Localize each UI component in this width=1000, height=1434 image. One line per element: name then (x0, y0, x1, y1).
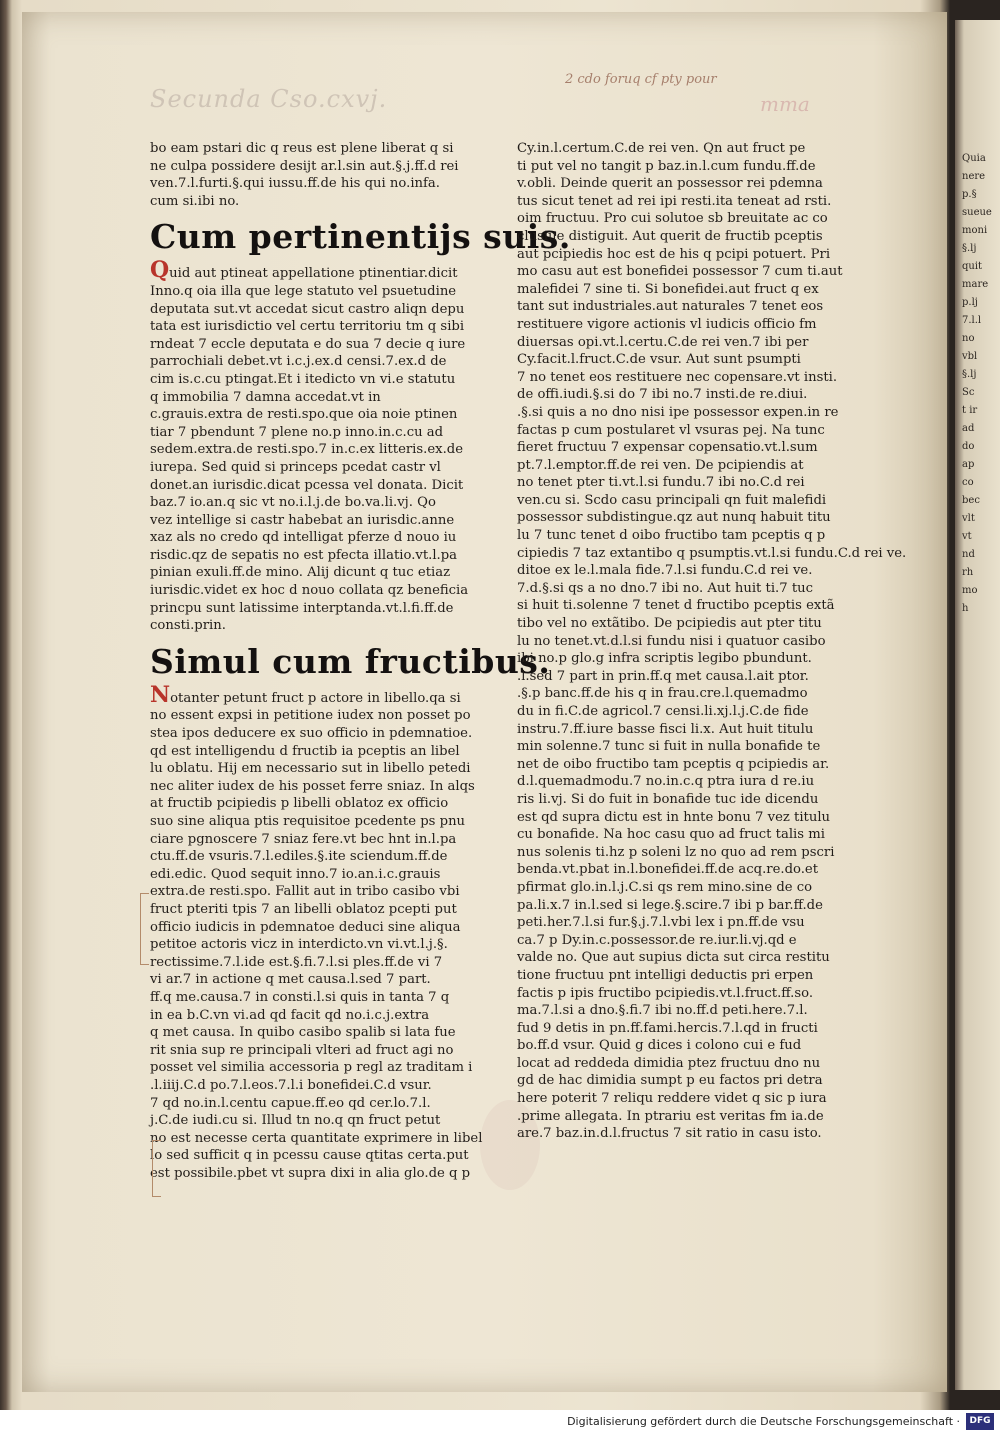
text-line: nus solenis ti.hz p soleni lz no quo ad rem pscri (517, 844, 835, 860)
facing-line: rh (962, 567, 974, 578)
text-line: ma.7.l.si a dno.§.fi.7 ibi no.ff.d peti.here.7.l. (517, 1003, 808, 1019)
text-line: Cy.facit.l.fruct.C.de vsur. Aut sunt psumpti (517, 352, 801, 368)
text-line: lu no tenet.vt.d.l.si fundu nisi i quatuor casibo (517, 633, 826, 649)
text-line: d.l.quemadmodu.7 no.in.c.q ptra iura d re.iu (517, 774, 815, 790)
facing-line: t ir (962, 405, 978, 416)
section-heading-1: Cum pertinentijs suis. (150, 217, 571, 257)
facing-line: nd (962, 549, 975, 560)
facing-line: sueue (962, 207, 992, 218)
text-line: .l.sed 7 part in prin.ff.q met causa.l.ait ptor. (517, 668, 809, 684)
facing-line: §.lj (962, 243, 977, 254)
text-line: at fructib pcipiedis p libelli oblatoz ex officio (150, 796, 449, 812)
text-line: vi ar.7 in actione q met causa.l.sed 7 part. (150, 972, 431, 988)
text-line: possessor subdistingue.qz aut nunq habuit titu (517, 510, 831, 526)
text-line: donet.an iurisdic.dicat pcessa vel donata. Dicit (150, 477, 464, 493)
facing-line: co (962, 477, 974, 488)
text-line: pfirmat glo.in.l.j.C.si qs rem mino.sine de co (517, 879, 813, 895)
text-line: est qd supra dictu est in hnte bonu 7 vez titulu (517, 809, 831, 825)
text-line: du in fi.C.de agricol.7 censi.li.xj.l.j.C.de fide (517, 704, 809, 719)
text-line: xaz als no credo qd intelligat pferze d nouo iu (150, 530, 457, 546)
text-line: Notanter petunt fruct p actore in libello.qa si (150, 681, 461, 708)
facing-line: h (962, 603, 969, 614)
facing-line: ap (962, 459, 975, 470)
text-line: no essent expsi in petitione iudex non posset po (150, 708, 471, 724)
text-line: ris li.vj. Si do fuit in bonafide tuc ide dicendu (517, 791, 819, 807)
text-line: .prime allegata. In ptrariu est veritas fm ia.de (517, 1108, 824, 1124)
text-line: locat ad reddeda dimidia ptez fructuu dno nu (517, 1055, 821, 1071)
facing-line: vlt (962, 513, 975, 524)
text-line: extra.de resti.spo. Fallit aut in tribo casibo vbi (150, 884, 460, 900)
text-line: iurisdic.videt ex hoc d nouo collata qz beneficia (150, 583, 469, 599)
margin-bracket (152, 1140, 161, 1197)
facing-line: Sc (962, 387, 975, 398)
text-line: malefidei 7 sine ti. Si bonefidei.aut fruct q ex (517, 281, 819, 297)
running-title: Secunda Cso.cxvj. (150, 85, 388, 113)
left-column-paragraph-2 (150, 681, 495, 1183)
text-line: suo sine aliqua ptis requisitoe pcedente ps pnu (150, 814, 466, 829)
text-line: peti.her.7.l.si fur.§.j.7.l.vbi lex i pn.ff.de vsu (517, 915, 805, 931)
text-line: valde no. Que aut supius dicta sut circa restitu (517, 950, 830, 966)
text-line: ditoe ex le.l.mala fide.7.l.si fundu.C.d rei ve. (517, 563, 813, 579)
facing-line: Quia (962, 153, 986, 164)
text-line: est possibile.pbet vt supra dixi in alia glo.de q p (150, 1165, 471, 1181)
facing-line: bec (962, 495, 980, 506)
text-line: edi.edic. Quod sequit inno.7 io.an.i.c.grauis (150, 866, 441, 882)
folio-number: mma (760, 92, 810, 116)
text-line: 7 qd no.in.l.centu capue.ff.eo qd cer.lo.7.l. (150, 1095, 431, 1111)
footer-bar (0, 1410, 1000, 1434)
text-line: ciare pgnoscere 7 sniaz fere.vt bec hnt in.l.pa (150, 831, 457, 847)
text-line: net de oibo fructibo tam pceptis q pcipiedis ar. (517, 756, 830, 772)
text-line: pt.7.l.emptor.ff.de rei ven. De pcipiendis at (517, 457, 804, 473)
text-line: no est necesse certa quantitate exprimere in libel (150, 1130, 483, 1146)
facing-line: nere (962, 171, 986, 182)
text-line: fruct pteriti tpis 7 an libelli oblatoz pcepti put (150, 901, 457, 917)
facing-line: p.lj (962, 297, 978, 308)
facing-line: §.lj (962, 369, 977, 380)
text-line: risdic.qz de sepatis no est pfecta illatio.vt.l.pa (150, 547, 458, 563)
text-line: lo sed sufficit q in pcessu cause qtitas certa.put (150, 1148, 469, 1164)
text-line: qd est intelligendu d fructib ia pceptis an libel (150, 743, 460, 759)
text-line: stea ipos deducere ex suo officio in pdemnatioe. (150, 726, 473, 742)
text-line: q immobilia 7 damna accedat.vt in (150, 389, 381, 405)
text-line: nec aliter iudex de his posset ferre sniaz. In alqs (150, 778, 475, 794)
text-line: rit snia sup re principali vlteri ad fruct agi no (150, 1042, 454, 1058)
text-line: no tenet pter ti.vt.l.si fundu.7 ibi no.C.d rei (517, 475, 805, 491)
text-line: ti put vel no tangit p baz.in.l.cum fundu.ff.de (517, 158, 816, 174)
text-line: iurepa. Sed quid si princeps pcedat castr vl (150, 459, 441, 475)
text-line: benda.vt.pbat in.l.bonefidei.ff.de acq.re.do.et (517, 862, 819, 878)
right-text-column (517, 140, 907, 1143)
text-line: cum si.ibi no. (150, 193, 240, 209)
text-line: .l.iiij.C.d po.7.l.eos.7.l.i bonefidei.C.d vsur. (150, 1077, 432, 1093)
text-line: petitoe actoris vicz in interdicto.vn vi.vt.l.j.§. (150, 937, 448, 953)
text-line: factas p cum postularet vl vsuras pej. Na tunc (517, 422, 825, 438)
right-column-text (517, 140, 907, 1143)
text-line: baz.7 io.an.q sic vt no.i.l.j.de bo.va.li.vj. Qo (150, 495, 436, 511)
text-line: bo eam pstari dic q reus est plene liberat q si (150, 141, 454, 156)
text-line: oim fructuu. Pro cui solutoe sb breuitate ac co (517, 211, 828, 227)
text-line: diuersas opi.vt.l.certu.C.de rei ven.7 ibi per (517, 334, 809, 350)
facing-line: mare (962, 279, 989, 290)
text-line: tibo vel no extãtibo. De pcipiedis aut pter titu (517, 616, 822, 632)
text-line: tant sut industriales.aut naturales 7 tenet eos (517, 299, 824, 315)
text-line: officio iudicis in pdemnatoe deduci sine aliqua (150, 919, 461, 935)
text-line: tione fructuu pnt intelligi deductis pri erpen (517, 967, 814, 983)
facing-line: vbl (962, 351, 978, 362)
text-line: 7 no tenet eos restituere nec copensare.vt insti. (517, 369, 838, 385)
text-line: de offi.iudi.§.si do 7 ibi no.7 insti.de re.diui. (517, 387, 808, 403)
text-line: parrochiali debet.vt i.c.j.ex.d censi.7.ex.d de (150, 354, 447, 370)
facing-line: mo (962, 585, 978, 596)
text-line: bo.ff.d vsur. Quid g dices i colono cui e fud (517, 1038, 802, 1054)
text-line: tata est iurisdictio vel certu territoriu tm q sibi (150, 319, 465, 335)
left-column-intro (150, 140, 495, 210)
handwritten-note: 2 cdo foruq cf pty pour (565, 72, 717, 87)
margin-bracket (140, 893, 149, 965)
text-line: instru.7.ff.iure basse fisci li.x. Aut huit titulu (517, 721, 814, 737)
facing-line: p.§ (962, 189, 977, 200)
text-line: 7.d.§.si qs a no dno.7 ibi no. Aut huit ti.7 tuc (517, 580, 814, 596)
text-line: cu bonafide. Na hoc casu quo ad fruct talis mi (517, 827, 825, 843)
text-line: lu oblatu. Hij em necessario sut in libello petedi (150, 761, 471, 777)
text-line: si huit ti.solenne 7 tenet d fructibo pceptis extã (517, 598, 835, 614)
text-line: c.grauis.extra de resti.spo.que oia noie ptinen (150, 407, 458, 423)
text-line: in ea b.C.vn vi.ad qd facit qd no.i.c.j.extra (150, 1007, 430, 1023)
text-line: clusiue distiguit. Aut querit de fructib pceptis (517, 228, 823, 244)
text-line: tus sicut tenet ad rei ipi resti.ita teneat ad rsti. (517, 193, 832, 209)
text-line: pinian exuli.ff.de mino. Alij dicunt q tuc etiaz (150, 565, 451, 581)
text-line: Quid aut ptineat appellatione ptinentiar.dicit (150, 257, 458, 284)
text-line: deputata sut.vt accedat sicut castro aliqn depu (150, 301, 465, 317)
facing-page-text (962, 150, 1000, 618)
text-line: lu 7 tunc tenet d oibo fructibo tam pceptis q p (517, 528, 826, 544)
left-text-column (150, 140, 571, 1182)
text-line: pa.li.x.7 in.l.sed si lege.§.scire.7 ibi p bar.ff.de (517, 897, 823, 913)
text-line: ven.7.l.furti.§.qui iussu.ff.de his qui no.infa. (150, 176, 440, 192)
facing-line: no (962, 333, 975, 344)
text-line: .§.p banc.ff.de his q in frau.cre.l.quemadmo (517, 686, 808, 702)
text-line: sedem.extra.de resti.spo.7 in.c.ex litteris.ex.de (150, 442, 464, 458)
facing-line: moni (962, 225, 988, 236)
section-heading-2: Simul cum fructibus. (150, 641, 551, 681)
text-line: rndeat 7 eccle deputata e do sua 7 decie q iure (150, 336, 466, 352)
text-line: gd de hac dimidia sumpt p eu factos pri detra (517, 1073, 823, 1089)
text-line: cim is.c.cu ptingat.Et i itedicto vn vi.e statutu (150, 371, 456, 387)
text-line: cipiedis 7 taz extantibo q psumptis.vt.l.si fundu.C.d rei ve. (517, 545, 907, 561)
text-line: min solenne.7 tunc si fuit in nulla bonafide te (517, 739, 821, 755)
text-line: ibi no.p glo.g infra scriptis legibo pbundunt. (517, 651, 812, 667)
text-line: q met causa. In quibo casibo spalib si lata fue (150, 1025, 456, 1041)
left-column-paragraph-1 (150, 257, 495, 634)
text-line: ne culpa possidere desijt ar.l.sin aut.§.j.ff.d rei (150, 158, 459, 174)
text-line: princpu sunt latissime interptanda.vt.l.fi.ff.de (150, 600, 454, 616)
text-line: j.C.de iudi.cu si. Illud tn no.q qn fruct petut (150, 1113, 441, 1129)
footer-credit: Digitalisierung gefördert durch die Deutsche Forschungsgemeinschaft · (567, 1415, 960, 1428)
text-line: tiar 7 pbendunt 7 plene no.p inno.in.c.cu ad (150, 424, 444, 440)
text-line: posset vel similia accessoria p regl az traditam i (150, 1060, 473, 1076)
text-line: v.obli. Deinde querit an possessor rei pdemna (517, 176, 823, 192)
text-line: consti.prin. (150, 618, 226, 634)
text-line: here poterit 7 reliqu reddere videt q sic p iura (517, 1091, 827, 1107)
text-line: are.7 baz.in.d.l.fructus 7 sit ratio in casu isto. (517, 1126, 822, 1142)
text-line: vez intellige si castr habebat an iurisdic.anne (150, 512, 455, 528)
text-line: restituere vigore actionis vl iudicis officio fm (517, 316, 817, 332)
text-line: fud 9 detis in pn.ff.fami.hercis.7.l.qd in fructi (517, 1020, 818, 1036)
text-line: fieret fructuu 7 expensar copensatio.vt.l.sum (517, 440, 818, 456)
text-line: ven.cu si. Scdo casu principali qn fuit malefidi (517, 492, 827, 508)
facing-line: ad (962, 423, 975, 434)
facing-line: do (962, 441, 975, 452)
facing-line: quit (962, 261, 983, 272)
text-line: ctu.ff.de vsuris.7.l.ediles.§.ite sciendum.ff.de (150, 849, 448, 865)
text-line: .§.si quis a no dno nisi ipe possessor expen.in re (517, 404, 839, 420)
text-line: mo casu aut est bonefidei possessor 7 cum ti.aut (517, 264, 843, 280)
facing-line: vt (962, 531, 972, 542)
text-line: ca.7 p Dy.in.c.possessor.de re.iur.li.vj.qd e (517, 932, 797, 948)
text-line: ff.q me.causa.7 in consti.l.si quis in tanta 7 q (150, 989, 450, 1005)
text-line: aut pcipiedis hoc est de his q pcipi potuert. Pri (517, 246, 831, 262)
facing-line: 7.l.l (962, 315, 982, 326)
text-line: rectissime.7.l.ide est.§.fi.7.l.si ples.ff.de vi 7 (150, 954, 443, 970)
text-line: factis p ipis fructibo pcipiedis.vt.l.fruct.ff.so. (517, 985, 814, 1001)
dfg-logo: DFG (966, 1413, 994, 1430)
text-line: Cy.in.l.certum.C.de rei ven. Qn aut fruct pe (517, 141, 806, 156)
text-line: Inno.q oia illa que lege statuto vel psuetudine (150, 283, 457, 299)
